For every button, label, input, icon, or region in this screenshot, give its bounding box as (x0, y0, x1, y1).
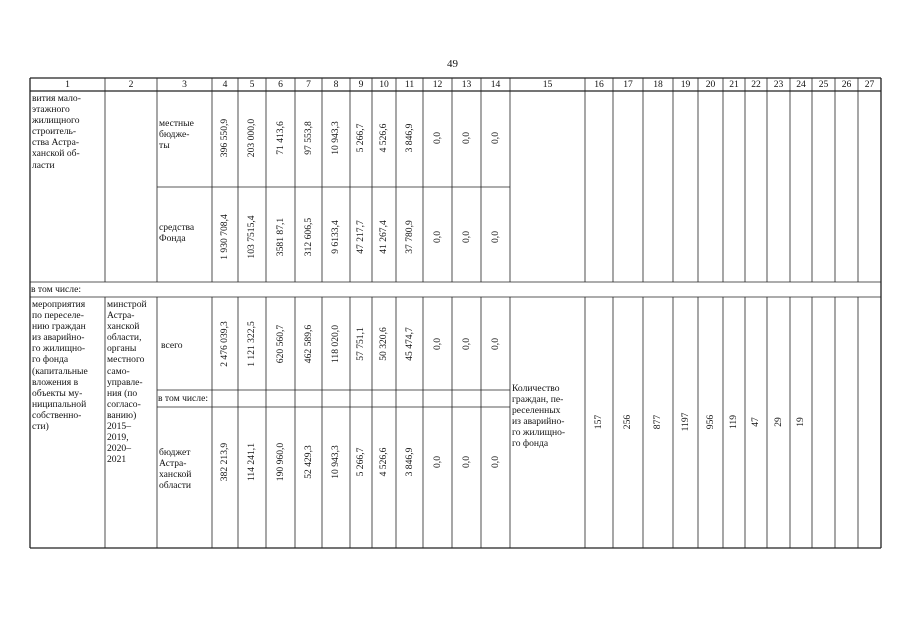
executor-text-line: ванию) (107, 409, 137, 421)
block1-name-line: ханской об- (32, 148, 80, 160)
header-cell: 19 (680, 79, 691, 90)
header-cell: 15 (542, 79, 553, 90)
header-cell: 4 (222, 79, 228, 90)
header-cell: 9 (358, 79, 364, 90)
including-label: в том числе: (31, 284, 82, 295)
executor-text-line: 2019, (107, 432, 129, 444)
local-budget-value: 10 943,3 (330, 121, 341, 155)
header-cell: 22 (751, 79, 761, 90)
executor-text-line: само- (107, 365, 130, 377)
total-value: 0,0 (431, 338, 443, 350)
indicator-value: 877 (652, 414, 663, 430)
regional-budget-value: 0,0 (460, 456, 472, 468)
total-value: 1 121 322,5 (246, 321, 257, 367)
header-cell: 1 (65, 79, 70, 90)
local-budget-value: 396 550,9 (219, 118, 230, 158)
fund-label-line: средства (159, 222, 195, 233)
measure-name (32, 299, 103, 432)
header-cell: 2 (128, 79, 134, 90)
header-cell: 3 (182, 79, 187, 90)
local-budget-value: 5 266,7 (355, 123, 366, 153)
block1-name-line: строитель- (32, 126, 77, 138)
total-value: 45 474,7 (403, 327, 415, 361)
measure-name-line: вложения в (32, 376, 79, 388)
executor-text-line: минстрой (107, 299, 147, 310)
total-value: 2 476 039,3 (219, 321, 230, 367)
header-cell: 27 (864, 79, 875, 90)
fund-value: 9 6133,4 (330, 220, 341, 254)
local-budget-value: 97 553,8 (302, 121, 314, 155)
total-value: 462 589,6 (302, 324, 314, 364)
regional-budget-value: 4 526,6 (378, 447, 389, 477)
header-cell: 21 (729, 79, 739, 90)
header-cell: 5 (249, 79, 255, 90)
indicator-value: 1197 (679, 412, 691, 432)
header-cell: 20 (705, 79, 716, 90)
measure-name-line: (капитальные (32, 365, 88, 377)
fund-value: 1 930 708,4 (219, 214, 230, 260)
executor-text-line: управле- (107, 376, 143, 388)
header-cell: 6 (278, 79, 283, 90)
local-budget-label (159, 118, 210, 151)
regional-budget-value: 10 943,3 (330, 445, 341, 479)
local-budget-label-line: бюдже- (159, 129, 190, 141)
indicator-text (512, 383, 583, 450)
header-cell: 24 (796, 79, 806, 90)
regional-budget-label-line: области (159, 480, 192, 492)
local-budget-label-line: местные (159, 118, 194, 129)
header-cell: 11 (404, 79, 415, 90)
local-budget-value: 0,0 (460, 132, 472, 144)
regional-budget-label (159, 447, 210, 491)
block1-name-line: вития мало- (32, 93, 81, 104)
indicator-text-line: граждан, пе- (512, 394, 564, 406)
indicator-value: 956 (704, 414, 716, 430)
regional-budget-value: 190 960,0 (274, 442, 286, 482)
sub-including-label: в том числе: (158, 393, 209, 404)
header-cell: 23 (773, 79, 784, 90)
block1-name-line: этажного (32, 104, 70, 116)
indicator-value: 29 (772, 417, 784, 427)
regional-budget-label-line: Астра- (159, 458, 187, 470)
fund-value: 0,0 (489, 231, 501, 243)
fund-value: 3581 87,1 (274, 217, 286, 257)
executor-text-line: Астра- (107, 310, 135, 322)
fund-value: 312 606,5 (302, 217, 314, 257)
regional-budget-value: 0,0 (431, 456, 443, 468)
fund-value: 41 267,4 (378, 220, 389, 254)
executor-text-line: органы (107, 343, 137, 355)
executor-text-line: 2015– (107, 421, 131, 433)
measure-name-line: мероприятия (32, 299, 86, 310)
local-budget-value: 0,0 (431, 132, 443, 144)
block1-name-line: жилищного (32, 115, 80, 127)
header-cell: 12 (432, 79, 443, 90)
executor-text-line: области, (107, 332, 142, 344)
measure-name-line: по переселе- (32, 310, 84, 322)
indicator-value: 119 (728, 414, 739, 430)
fund-value: 37 780,9 (403, 220, 415, 254)
regional-budget-value: 114 241,1 (246, 442, 257, 482)
regional-budget-value: 3 846,9 (403, 447, 415, 477)
executor-text-line: 2020– (107, 443, 131, 455)
regional-budget-value: 5 266,7 (355, 447, 366, 477)
fund-value: 47 217,7 (355, 220, 366, 254)
indicator-text-line: го фонда (512, 438, 549, 450)
page-number: 49 (447, 58, 458, 70)
total-value: 620 560,7 (274, 324, 286, 364)
measure-name-line: сти) (32, 421, 49, 433)
header-cell: 25 (818, 79, 829, 90)
fund-value: 0,0 (431, 231, 443, 243)
executor-text-line: согласо- (107, 398, 141, 410)
total-value: 0,0 (489, 338, 501, 350)
fund-label-line: Фонда (159, 233, 186, 245)
regional-budget-value: 52 429,3 (302, 445, 314, 479)
total-label: всего (161, 340, 183, 351)
block1-name-line: ласти (32, 159, 55, 171)
header-cell: 8 (333, 79, 339, 90)
regional-budget-label-line: ханской (159, 469, 192, 481)
indicator-text-line: реселенных (512, 405, 561, 417)
local-budget-value: 203 000,0 (246, 118, 257, 158)
measure-name-line: собственно- (32, 409, 82, 421)
indicator-value: 47 (750, 417, 761, 427)
fund-value: 0,0 (460, 231, 472, 243)
indicator-value: 256 (622, 414, 633, 430)
header-cell: 7 (306, 79, 311, 90)
local-budget-value: 0,0 (489, 132, 501, 144)
executor-text-line: местного (107, 354, 145, 366)
local-budget-value: 4 526,6 (378, 123, 389, 153)
fund-value: 103 7515,4 (246, 215, 257, 259)
regional-budget-label-line: бюджет (159, 447, 191, 458)
total-value: 118 020,0 (330, 324, 341, 364)
measure-name-line: го жилищно- (32, 343, 86, 355)
measure-name-line: из аварийно- (32, 332, 85, 344)
indicator-text-line: Количество (512, 383, 560, 394)
block1-name (32, 93, 103, 171)
measure-name-line: нию граждан (32, 321, 86, 333)
executor-text-line: ханской (107, 321, 140, 333)
measure-name-line: ниципальной (32, 398, 87, 410)
local-budget-label-line: ты (159, 140, 170, 152)
regional-budget-value: 0,0 (489, 456, 501, 468)
total-value: 50 320,6 (378, 327, 389, 361)
indicator-text-line: из аварийно- (512, 416, 565, 428)
header-cell: 26 (841, 79, 852, 90)
total-value: 57 751,1 (355, 327, 366, 361)
measure-name-line: объекты му- (32, 387, 83, 399)
indicator-value: 19 (795, 417, 806, 427)
total-value: 0,0 (460, 338, 472, 350)
block1-name-line: ства Астра- (32, 137, 80, 149)
header-cell: 17 (623, 79, 633, 90)
indicator-value: 157 (593, 414, 604, 430)
header-cell: 16 (594, 79, 604, 90)
indicator-text-line: го жилищно- (512, 427, 566, 439)
regional-budget-value: 382 213,9 (219, 442, 230, 482)
header-cell: 14 (490, 79, 501, 90)
executor-text-line: ния (по (107, 387, 138, 399)
header-cell: 13 (461, 79, 472, 90)
local-budget-value: 3 846,9 (403, 123, 415, 153)
local-budget-value: 71 413,6 (274, 121, 286, 155)
fund-label (159, 222, 210, 244)
measure-name-line: го фонда (32, 354, 69, 366)
executor-text-line: 2021 (107, 454, 127, 466)
executor-text (107, 299, 155, 465)
header-cell: 10 (379, 79, 389, 90)
header-cell: 18 (653, 79, 663, 90)
